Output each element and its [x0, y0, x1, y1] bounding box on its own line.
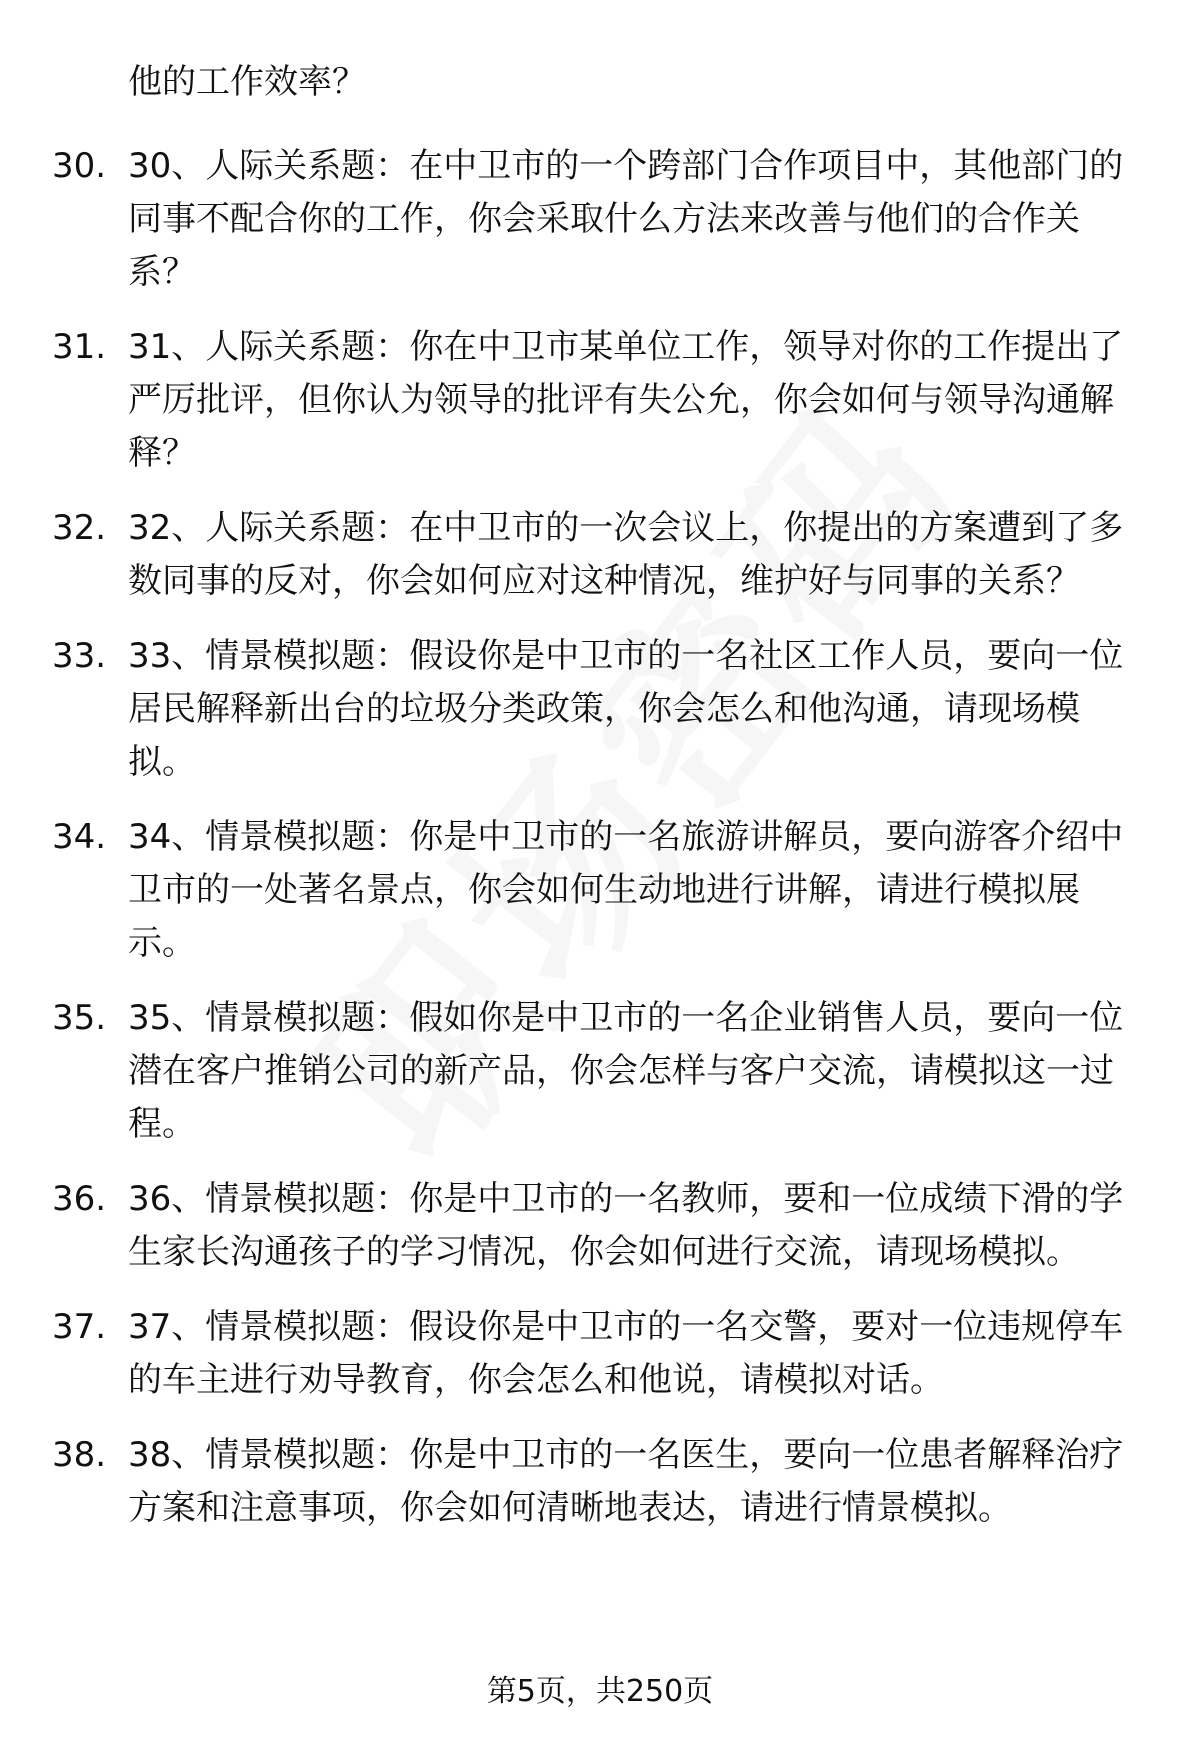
question-number: 30.: [52, 146, 107, 186]
question-number: 38.: [52, 1435, 107, 1475]
question-number: 37.: [52, 1307, 107, 1347]
previous-question-continuation: 他的工作效率？: [128, 62, 366, 102]
question-text: 32、人际关系题：在中卫市的一次会议上，你提出的方案遭到了多数同事的反对，你会如何应对这种情况，维护好与同事的关系？: [128, 508, 1124, 601]
question-item: [0, 992, 1200, 1151]
question-list: [0, 140, 1200, 1557]
question-text: 31、人际关系题：你在中卫市某单位工作，领导对你的工作提出了严厉批评，但你认为领导的批评有失公允，你会如何与领导沟通解释？: [128, 327, 1124, 473]
question-text: 33、情景模拟题：假设你是中卫市的一名社区工作人员，要向一位居民解释新出台的垃圾分类政策，你会怎么和他沟通，请现场模拟。: [128, 636, 1124, 782]
question-number: 32.: [52, 508, 107, 548]
question-number: 31.: [52, 327, 107, 367]
question-number: 36.: [52, 1179, 107, 1219]
question-item: [0, 321, 1200, 480]
question-item: [0, 140, 1200, 299]
question-text: 38、情景模拟题：你是中卫市的一名医生，要向一位患者解释治疗方案和注意事项，你会如何清晰地表达，请进行情景模拟。: [128, 1435, 1124, 1528]
question-number: 33.: [52, 636, 107, 676]
question-item: [0, 502, 1200, 608]
question-item: [0, 1429, 1200, 1535]
question-item: [0, 1301, 1200, 1407]
question-number: 34.: [52, 817, 107, 857]
question-text: 30、人际关系题：在中卫市的一个跨部门合作项目中，其他部门的同事不配合你的工作，你会采取什么方法来改善与他们的合作关系？: [128, 146, 1124, 292]
question-number: 35.: [52, 998, 107, 1038]
question-item: [0, 811, 1200, 970]
page-number-footer: 第5页，共250页: [486, 1674, 714, 1709]
question-text: 36、情景模拟题：你是中卫市的一名教师，要和一位成绩下滑的学生家长沟通孩子的学习情况，你会如何进行交流，请现场模拟。: [128, 1179, 1124, 1272]
question-text: 37、情景模拟题：假设你是中卫市的一名交警，要对一位违规停车的车主进行劝导教育，你会怎么和他说，请模拟对话。: [128, 1307, 1124, 1400]
question-item: [0, 1173, 1200, 1279]
question-text: 34、情景模拟题：你是中卫市的一名旅游讲解员，要向游客介绍中卫市的一处著名景点，你会如何生动地进行讲解，请进行模拟展示。: [128, 817, 1124, 963]
question-text: 35、情景模拟题：假如你是中卫市的一名企业销售人员，要向一位潜在客户推销公司的新产品，你会怎样与客户交流，请模拟这一过程。: [128, 998, 1124, 1144]
question-item: [0, 630, 1200, 789]
